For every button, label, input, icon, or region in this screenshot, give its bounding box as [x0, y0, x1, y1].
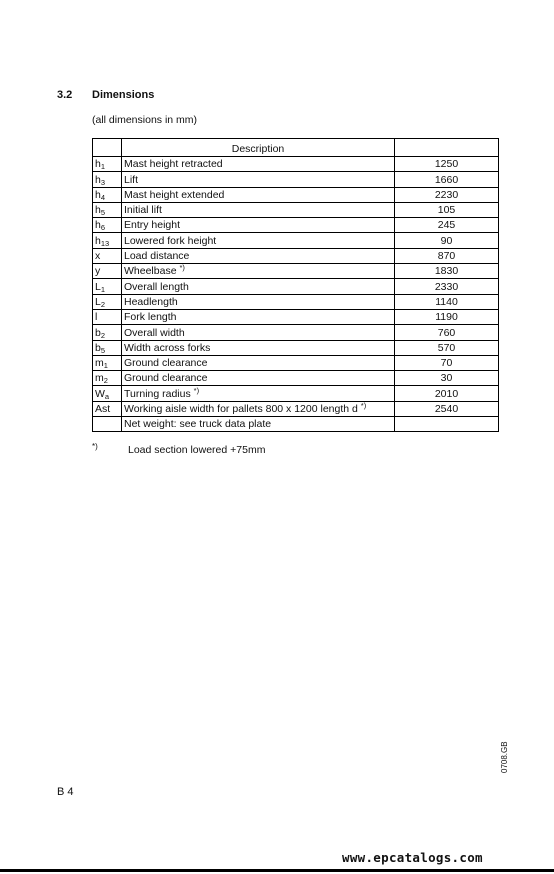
table-row — [93, 248, 499, 263]
symbol-subscript: 3 — [100, 177, 106, 187]
symbol-subscript: 1 — [103, 361, 108, 371]
value-cell: 30 — [395, 371, 499, 386]
table-row — [93, 279, 499, 294]
footnote-ref: *) — [360, 401, 367, 411]
table-row — [93, 309, 499, 324]
value-cell: 2230 — [395, 187, 499, 202]
value-cell: 245 — [395, 218, 499, 233]
section-title: Dimensions — [92, 89, 155, 101]
description-text: Turning radius — [124, 387, 191, 400]
symbol-cell — [93, 386, 122, 401]
value-cell: 2540 — [395, 401, 499, 416]
symbol-subscript: 2 — [100, 330, 106, 340]
symbol-cell — [93, 279, 122, 294]
symbol-cell — [93, 218, 122, 233]
description-text: Lowered fork height — [124, 234, 217, 247]
description-cell — [122, 202, 395, 217]
watermark-url: www.epcatalogs.com — [342, 850, 483, 865]
symbol-subscript: 1 — [100, 284, 106, 294]
symbol-cell — [93, 340, 122, 355]
value-cell: 1830 — [395, 264, 499, 279]
table-header-row — [93, 139, 499, 157]
symbol-subscript: 2 — [100, 299, 106, 309]
symbol-cell — [93, 355, 122, 370]
bottom-rule — [0, 869, 554, 872]
description-text: Initial lift — [124, 204, 162, 217]
value-cell: 105 — [395, 202, 499, 217]
description-cell — [122, 386, 395, 401]
net-weight-note: Net weight: see truck data plate — [122, 417, 395, 432]
footnote-text: Load section lowered +75mm — [128, 444, 266, 456]
document-code: 0708.GB — [500, 741, 509, 773]
symbol: b — [95, 341, 101, 354]
value-cell: 1660 — [395, 172, 499, 187]
symbol-cell — [93, 294, 122, 309]
value-cell: 90 — [395, 233, 499, 248]
symbol-cell — [93, 172, 122, 187]
symbol: h — [95, 219, 101, 232]
symbol: m — [95, 357, 104, 370]
description-cell — [122, 401, 395, 416]
description-text: Headlength — [124, 295, 178, 308]
value-cell: 2330 — [395, 279, 499, 294]
value-cell: 1250 — [395, 157, 499, 172]
table-row — [93, 233, 499, 248]
description-text: Mast height extended — [124, 188, 225, 201]
symbol: h — [95, 158, 101, 171]
description-text: Working aisle width for pallets 800 x 1200 length d — [124, 403, 358, 416]
symbol-subscript: a — [104, 391, 110, 401]
symbol-cell — [93, 157, 122, 172]
table-row — [93, 294, 499, 309]
symbol-cell — [93, 417, 122, 432]
symbol: L — [95, 295, 101, 308]
description-cell — [122, 279, 395, 294]
dimensions-table — [92, 138, 499, 432]
value-cell: 870 — [395, 248, 499, 263]
symbol-cell — [93, 233, 122, 248]
footnote-ref: *) — [193, 385, 200, 395]
symbol: h — [95, 173, 101, 186]
table-body — [93, 157, 499, 417]
symbol-cell — [93, 248, 122, 263]
symbol-cell — [93, 325, 122, 340]
symbol-subscript: 1 — [100, 162, 106, 172]
value-cell: 1190 — [395, 309, 499, 324]
table-row — [93, 218, 499, 233]
description-cell — [122, 218, 395, 233]
table-row — [93, 371, 499, 386]
table-row — [93, 386, 499, 401]
footnote-mark: *) — [92, 442, 98, 451]
symbol-cell — [93, 187, 122, 202]
description-cell — [122, 233, 395, 248]
description-text: Ground clearance — [124, 372, 208, 385]
table-row — [93, 172, 499, 187]
symbol-cell — [93, 309, 122, 324]
description-text: Mast height retracted — [124, 158, 223, 171]
symbol: l — [95, 311, 98, 324]
symbol: m — [95, 372, 104, 385]
description-text: Ground clearance — [124, 357, 208, 370]
description-cell — [122, 325, 395, 340]
value-cell: 70 — [395, 355, 499, 370]
value-cell — [395, 417, 499, 432]
value-cell: 2010 — [395, 386, 499, 401]
symbol-cell — [93, 371, 122, 386]
table-row — [93, 325, 499, 340]
description-cell — [122, 294, 395, 309]
table-row — [93, 157, 499, 172]
symbol-subscript: 2 — [103, 376, 108, 386]
symbol-cell — [93, 264, 122, 279]
description-cell — [122, 248, 395, 263]
table-row — [93, 355, 499, 370]
footnote-ref: *) — [179, 263, 185, 273]
symbol: y — [95, 265, 101, 278]
description-text: Entry height — [124, 219, 181, 232]
symbol: W — [95, 387, 105, 400]
description-cell — [122, 172, 395, 187]
table-row — [93, 202, 499, 217]
symbol: h — [95, 204, 101, 217]
symbol-cell — [93, 202, 122, 217]
description-cell — [122, 309, 395, 324]
symbol-subscript: 5 — [100, 345, 106, 355]
header-symbol-cell — [93, 139, 122, 157]
header-description: Description — [122, 139, 395, 157]
symbol: x — [95, 250, 101, 263]
description-text: Load distance — [124, 250, 190, 263]
description-text: Overall length — [124, 280, 189, 293]
units-note: (all dimensions in mm) — [92, 114, 198, 126]
symbol: Ast — [95, 403, 111, 416]
symbol: b — [95, 326, 101, 339]
header-value-cell — [395, 139, 499, 157]
table-row — [93, 264, 499, 279]
value-cell: 570 — [395, 340, 499, 355]
description-text: Lift — [124, 173, 139, 186]
symbol-subscript: 6 — [100, 223, 106, 233]
symbol-subscript: 5 — [100, 208, 106, 218]
description-cell — [122, 187, 395, 202]
table-row — [93, 187, 499, 202]
symbol: h — [95, 188, 101, 201]
description-text: Fork length — [124, 311, 177, 324]
symbol-cell — [93, 401, 122, 416]
description-cell — [122, 340, 395, 355]
symbol: L — [95, 280, 101, 293]
value-cell: 760 — [395, 325, 499, 340]
value-cell: 1140 — [395, 294, 499, 309]
description-cell — [122, 157, 395, 172]
description-text: Wheelbase — [124, 265, 177, 278]
symbol-subscript: 13 — [100, 238, 110, 248]
description-text: Overall width — [124, 326, 185, 339]
table-row — [93, 340, 499, 355]
symbol: h — [95, 234, 101, 247]
description-cell — [122, 264, 395, 279]
section-number: 3.2 — [57, 89, 73, 101]
table-row — [93, 401, 499, 416]
description-cell — [122, 371, 395, 386]
description-cell — [122, 355, 395, 370]
symbol-subscript: 4 — [100, 192, 106, 202]
page-number: B 4 — [57, 786, 74, 798]
description-text: Width across forks — [124, 341, 211, 354]
table-row — [93, 417, 499, 432]
